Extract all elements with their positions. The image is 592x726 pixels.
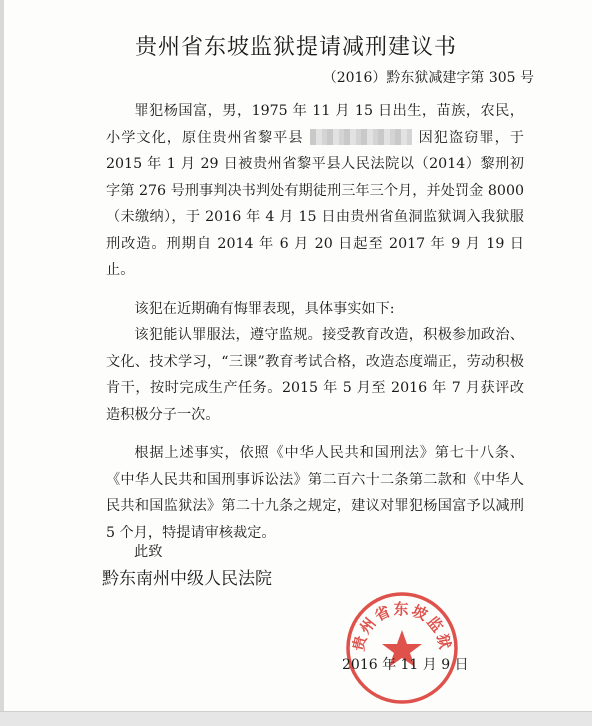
document-body <box>106 98 524 546</box>
page-edge <box>0 0 4 726</box>
document-number: （2016）黔东狱减建字第 305 号 <box>322 70 534 86</box>
official-seal <box>344 590 460 706</box>
recipient-court: 黔东南州中级人民法院 <box>102 569 272 589</box>
salutation: 此致 <box>134 544 163 560</box>
paragraph-criminal-info-part1: 罪犯杨国富，男，1975 年 11 月 15 日出生，苗族，农民，小学文化，原住贵州省黎平县 <box>106 103 524 146</box>
paragraph-intro: 该犯在近期确有悔罪表现，具体事实如下: <box>134 300 395 317</box>
redacted-address <box>310 129 412 145</box>
paragraph-recommendation: 根据上述事实，依照《中华人民共和国刑法》第七十八条、《中华人民共和国刑事诉讼法》第二百六十二条第二款和《中华人民共和国监狱法》第二十九条之规定，建议对罪犯杨国富予以减刑 5 个月，特提请审核裁定。 <box>106 445 524 541</box>
paragraph-facts: 该犯能认罪服法，遵守监规。接受教育改造，积极参加政治、文化、技术学习，“三课”教育考试合格，改造态度端正，劳动积极肯干，按时完成生产任务。2015 年 5 月至 2016 年 7 月获评改造积极分子一次。 <box>106 327 524 423</box>
paragraph-criminal-info <box>106 98 524 284</box>
document-date: 2016 年 11 月 9 日 <box>342 657 469 673</box>
paragraph-criminal-info-part2: 因犯盗窃罪，于 2015 年 1 月 29 日被贵州省黎平县人民法院以（2014）黎刑初字第 276 号刑事判决书判处有期徒刑三年三个月，并处罚金 8000（未缴纳），于 2016 年 4 月 15 日由贵州省鱼洞监狱调入我狱服刑改造。刑期自 2014 年 6 月 20 日起至 2017 年 9 月 19 日止。 <box>106 129 524 278</box>
document-title: 贵州省东坡监狱提请减刑建议书 <box>134 35 457 60</box>
svg-text:贵州省东坡监狱: 贵州省东坡监狱 <box>349 599 455 653</box>
page-bottom-edge <box>0 711 592 726</box>
